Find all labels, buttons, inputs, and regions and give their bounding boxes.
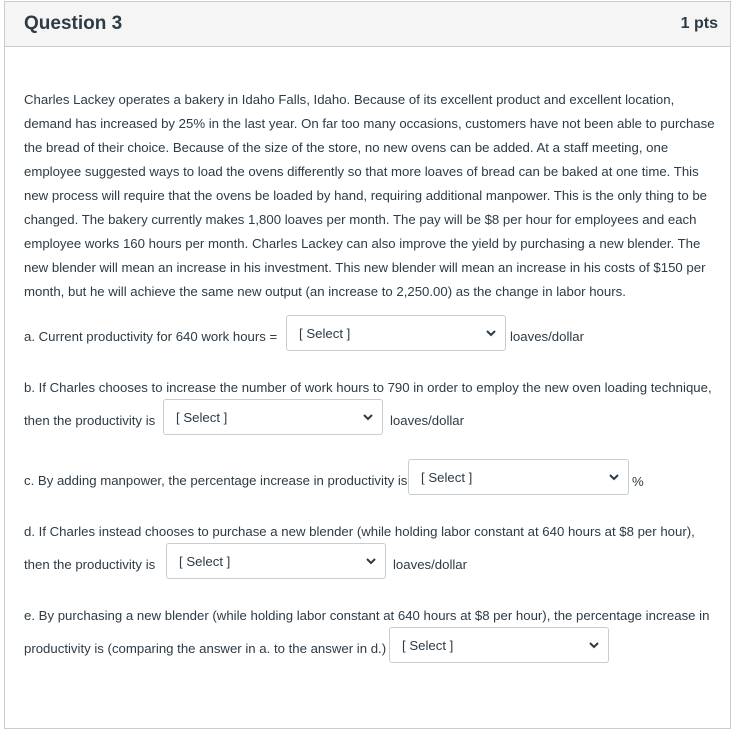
part-e-text-line1: e. By purchasing a new blender (while holding labor constant at 640 hours at $8 per hour), the percentage increase in [24, 608, 710, 623]
part-e-select-value: [ Select ] [402, 637, 454, 653]
part-d-unit: loaves/dollar [393, 557, 468, 572]
part-b-select[interactable] [163, 399, 383, 435]
chevron-down-icon [608, 471, 620, 483]
chevron-down-icon [365, 555, 377, 567]
part-a-select-value: [ Select ] [299, 325, 351, 341]
part-d-select[interactable] [166, 543, 386, 579]
chevron-down-icon [485, 327, 497, 339]
part-b-text-line1: b. If Charles chooses to increase the number of work hours to 790 in order to employ the new oven loading technique, [24, 380, 712, 395]
question-points: 1 pts [680, 15, 718, 32]
question-title: Question 3 [24, 13, 123, 34]
part-b-unit: loaves/dollar [390, 413, 465, 428]
part-c-select-value: [ Select ] [421, 469, 473, 485]
part-a-text: a. Current productivity for 640 work hours = [24, 329, 278, 344]
chevron-down-icon [588, 639, 600, 651]
part-d-select-value: [ Select ] [179, 553, 231, 569]
part-a-unit: loaves/dollar [510, 329, 585, 344]
part-c-text: c. By adding manpower, the percentage increase in productivity is [24, 473, 408, 488]
part-d-text-line1: d. If Charles instead chooses to purchase a new blender (while holding labor constant at 640 hours at $8 per hour), [24, 524, 695, 539]
part-d-text-line2: then the productivity is [24, 557, 156, 572]
part-b-text-line2: then the productivity is [24, 413, 156, 428]
part-e-text-line2: productivity is (comparing the answer in a. to the answer in d.) [24, 641, 387, 656]
question-header [5, 2, 730, 47]
chevron-down-icon [362, 411, 374, 423]
question-text: Charles Lackey operates a bakery in Idaho Falls, Idaho. Because of its excellent product and excellent location, demand has increased by 25% in the last year. On far too many occasions, customers have not been able to purchase the bread of their choice. Because of the size of the store, no new ovens can be added. At a staff meeting, one employee suggested ways to load the ovens differently so that more loaves of bread can be baked at one time. This new process will require that the ovens be loaded by hand, requiring additional manpower. This is the only thing to be changed. The bakery currently makes 1,800 loaves per month. The pay will be $8 per hour for employees and each employee works 160 hours per month. Charles Lackey can also improve the yield by purchasing a new blender. The new blender will mean an increase in his investment. This new blender will mean an increase in his costs of $150 per month, but he will achieve the same new output (an increase to 2,250.00) as the change in labor hours. [24, 92, 715, 299]
part-a-select[interactable] [286, 315, 506, 351]
part-e-select[interactable] [389, 627, 609, 663]
part-c-unit: % [632, 474, 644, 489]
part-c-select[interactable] [408, 459, 629, 495]
part-b-select-value: [ Select ] [176, 409, 228, 425]
